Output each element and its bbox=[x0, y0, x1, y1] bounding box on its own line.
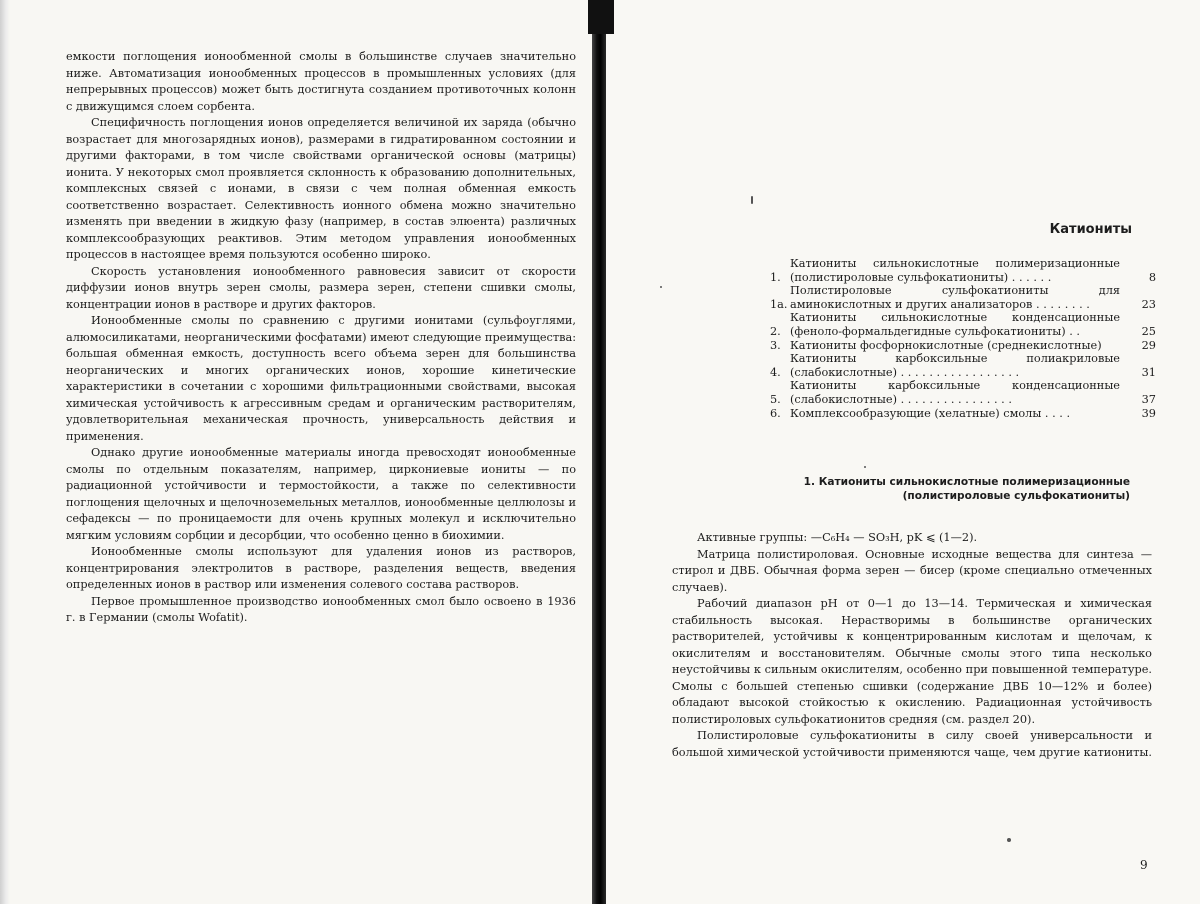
book-spine-shadow bbox=[592, 0, 606, 904]
section-title: Катиониты bbox=[1049, 222, 1132, 237]
scan-speck bbox=[751, 196, 753, 204]
toc-title: Катиониты сильнокислотные конденсационные (феноло-формальдегидные сульфокатиониты) . . bbox=[790, 311, 1120, 338]
toc-entry bbox=[770, 257, 1156, 284]
toc-entry bbox=[770, 311, 1156, 338]
toc-number: 1а. bbox=[770, 297, 788, 311]
toc-entry bbox=[770, 352, 1156, 379]
toc-entry bbox=[770, 407, 1156, 421]
paragraph: Матрица полистироловая. Основные исходные вещества для синтеза — стирол и ДВБ. Обычная форма зерен — бисер (кроме специально отмеченных случаев). bbox=[672, 547, 1152, 594]
page-number: 9 bbox=[1140, 858, 1148, 872]
paragraph: Специфичность поглощения ионов определяется величиной их заряда (обычно возрастает для многозарядных ионов), размерами в гидратированном состоянии и другими факторами, в том числе свойствами органической основы (матрицы) ионита. У некоторых смол проявляется склонность к образованию дополнительных, комплексных связей с ионами, в связи с чем полная обменная емкость соответственно возрастает. Селективность ионного обмена можно значительно изменять при введении в жидкую фазу (например, в состав элюента) различных комплексообразующих реактивов. Этим методом управления ионообменных процессов в настоящее время пользуются особенно широко. bbox=[66, 116, 576, 261]
scan-speck bbox=[864, 466, 866, 468]
toc-title: Катиониты карбоксильные конденсационные (слабокислотные) . . . . . . . . . . . . . . . . bbox=[790, 379, 1120, 406]
toc-page: 8 bbox=[1148, 270, 1156, 284]
paragraph: Полистироловые сульфокатиониты в силу своей универсальности и большой химической устойчивости применяются чаще, чем другие катиониты. bbox=[672, 729, 1152, 759]
right-page bbox=[604, 0, 1200, 904]
subsection-heading bbox=[800, 475, 1130, 503]
subsection-heading-line: 1. Катиониты сильнокислотные полимеризационные bbox=[803, 476, 1130, 488]
toc-entry bbox=[770, 339, 1156, 353]
paragraph: Ионообменные смолы используют для удаления ионов из растворов, концентрирования электролитов в растворе, разделения веществ, введения определенных ионов в раствор или изменения солевого состава растворов. bbox=[66, 545, 576, 591]
paragraph: Рабочий диапазон pH от 0—1 до 13—14. Термическая и химическая стабильность высокая. Нерастворимы в большинстве органических растворителей, устойчивы к концентрированным кислотам и щелочам, к окислителям и восстановителям. Обычные смолы этого типа несколько неустойчивы к сильным окислителям, особенно при повышенной температуре. Смолы с большей степенью сшивки (содержание ДВБ 10—12% и более) обладают высокой стойкостью к окислению. Радиационная устойчивость полистироловых сульфокатионитов средняя (см. раздел 20). bbox=[672, 597, 1152, 726]
toc-page: 37 bbox=[1141, 392, 1156, 406]
paragraph: Скорость установления ионообменного равновесия зависит от скорости диффузии ионов внутрь зерен смолы, размера зерен, степени сшивки смолы, концентрации ионов в растворе и других факторов. bbox=[66, 264, 576, 311]
paragraph: Однако другие ионообменные материалы иногда превосходят ионообменные смолы по отдельным показателям, например, циркониевые иониты — по радиационной устойчивости и термостойкости, а также по селективности поглощения щелочных и щелочноземельных металлов, ионообменные целлюлозы и сефадексы — по проницаемости для очень крупных молекул и исключительно мягким условиям сорбции и десорбции, что особенно ценно в биохимии. bbox=[66, 446, 576, 542]
book-spine-top bbox=[588, 0, 614, 34]
toc-page: 25 bbox=[1141, 324, 1156, 338]
toc-number: 3. bbox=[770, 338, 781, 352]
paragraph: емкости поглощения ионообменной смолы в большинстве случаев значительно ниже. Автоматизация ионообменных процессов в промышленных условиях (для непрерывных процессов) может быть достигнута созданием противоточных колонн с движущимся слоем сорбента. bbox=[66, 50, 576, 113]
toc-number: 2. bbox=[770, 324, 781, 338]
toc-number: 1. bbox=[770, 270, 781, 284]
scan-speck bbox=[660, 286, 662, 288]
toc-title: Катиониты сильнокислотные полимеризационные (полистироловые сульфокатиониты) . . . . . . bbox=[790, 257, 1120, 284]
page-edge-shadow bbox=[0, 0, 10, 904]
toc-number: 5. bbox=[770, 392, 781, 406]
subsection-heading-line: (полистироловые сульфокатиониты) bbox=[902, 490, 1130, 502]
toc-number: 4. bbox=[770, 365, 781, 379]
paragraph: Ионообменные смолы по сравнению с другими ионитами (сульфоуглями, алюмосиликатами, неорганическими фосфатами) имеют следующие преимущества: большая обменная емкость, доступность всего объема зерен для большинства неорганических и многих органических ионов, хорошие кинетические характеристики в сочетании с хорошими фильтрационными свойствами, высокая химическая устойчивость к агрессивным средам и органическим растворителям, удовлетворительная механическая прочность, универсальность действия и применения. bbox=[66, 314, 576, 443]
left-page-text bbox=[66, 49, 576, 627]
toc-page: 23 bbox=[1141, 297, 1156, 311]
scan-speck bbox=[1007, 838, 1011, 842]
toc-title: Катиониты фосфорнокислотные (среднекислотные) bbox=[790, 338, 1102, 352]
toc-title: Полистироловые сульфокатиониты для аминокислотных и других анализаторов . . . . . . . . bbox=[790, 284, 1120, 311]
toc-number: 6. bbox=[770, 406, 781, 420]
toc-entry bbox=[770, 379, 1156, 406]
paragraph: Активные группы: —C₆H₄ — SO₃H, pK ⩽ (1—2). bbox=[697, 531, 978, 544]
toc-entry bbox=[770, 284, 1156, 311]
paragraph: Первое промышленное производство ионообменных смол было освоено в 1936 г. в Германии (смолы Wofatit). bbox=[66, 594, 576, 624]
toc-page: 29 bbox=[1141, 338, 1156, 352]
toc-title: Катиониты карбоксильные полиакриловые (слабокислотные) . . . . . . . . . . . . . . . . . bbox=[790, 352, 1120, 379]
right-page-text bbox=[672, 530, 1152, 761]
toc-title: Комплексообразующие (хелатные) смолы . . . . bbox=[790, 406, 1071, 420]
toc-page: 39 bbox=[1141, 406, 1156, 420]
toc-page: 31 bbox=[1141, 365, 1156, 379]
table-of-contents bbox=[770, 257, 1156, 420]
left-page bbox=[0, 0, 596, 904]
